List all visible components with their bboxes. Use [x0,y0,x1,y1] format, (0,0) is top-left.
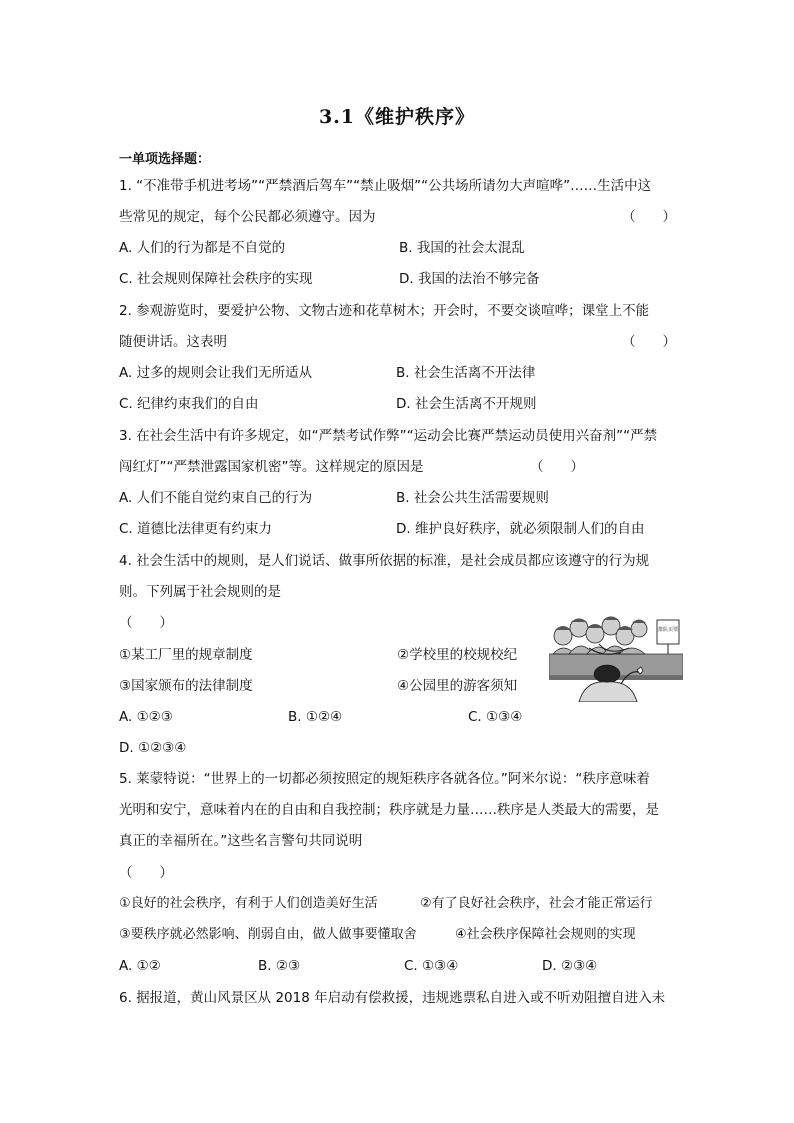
q4-answer-paren: （ ） [119,615,173,631]
q4-item-2: ②学校里的校规校纪 [397,647,518,663]
q5-item-2: ②有了良好社会秩序，社会才能正常运行 [420,896,653,911]
page-title: 3.1《维护秩序》 [318,106,476,128]
q5-stem-line2: 光明和安宁，意味着内在的自由和自我控制；秩序就是力量……秩序是人类最大的需要，是 [119,802,659,818]
q2-answer-paren: （ ） [622,334,676,350]
q4-stem-line2: 则。下列属于社会规则的是 [119,584,281,600]
q5-item-4: ④社会秩序保障社会规则的实现 [455,927,636,942]
q4-item-1: ①某工厂里的规章制度 [119,647,253,663]
q5-answer-paren: （ ） [119,865,173,881]
q4-option-b: B. ①②④ [288,709,343,725]
q4-item-3: ③国家颁布的法律制度 [119,678,253,694]
q1-stem-line2: 些常见的规定，每个公民都必须遵守。因为 [119,209,376,225]
q3-option-b: B. 社会公共生活需要规则 [396,490,549,506]
q2-stem-line2: 随便讲话。这表明 [119,334,227,350]
q6-stem-line1: 6. 据报道，黄山风景区从 2018 年启动有偿救援，违规逃票私自进入或不听劝阻擅自进入未 [119,990,666,1006]
q5-stem-line1: 5. 莱蒙特说：“世界上的一切都必须按照定的规矩秩序各就各位。”阿米尔说：“秩序意味着 [119,771,650,787]
q4-item-4: ④公园里的游客须知 [397,678,518,694]
q1-option-a: A. 人们的行为都是不自觉的 [119,240,286,256]
cartoon-sign-text: 排队买票 [657,627,679,633]
q3-option-a: A. 人们不能自觉约束自己的行为 [119,490,313,506]
q5-item-1: ①良好的社会秩序，有利于人们创造美好生活 [119,896,378,911]
section-heading: 一单项选择题： [119,152,211,167]
q3-option-d: D. 维护良好秩序，就必须限制人们的自由 [396,521,645,537]
q4-option-c: C. ①③④ [468,709,523,725]
q4-stem-line1: 4. 社会生活中的规则，是人们说话、做事所依据的标准，是社会成员都应该遵守的行为规 [119,553,650,569]
q3-stem-line1: 3. 在社会生活中有许多规定，如“严禁考试作弊”“运动会比赛严禁运动员使用兴奋剂”“严禁 [119,428,658,444]
q5-option-b: B. ②③ [258,958,301,974]
q1-option-c: C. 社会规则保障社会秩序的实现 [119,271,313,287]
q5-option-d: D. ②③④ [542,958,598,974]
q4-option-d: D. ①②③④ [119,740,187,756]
q3-stem-line2: 闯红灯”“严禁泄露国家机密”等。这样规定的原因是 [119,459,424,475]
q1-stem-line1: 1. “不准带手机进考场”“严禁酒后驾车”“禁止吸烟”“公共场所请勿大声喧哗”……生活中这 [119,178,652,194]
q1-option-b: B. 我国的社会太混乱 [399,240,525,256]
q5-option-c: C. ①③④ [404,958,459,974]
q2-option-a: A. 过多的规则会让我们无所适从 [119,365,313,381]
queue-cartoon-illustration [549,614,683,702]
q1-answer-paren: （ ） [622,209,676,225]
q2-stem-line1: 2. 参观游览时，要爱护公物、文物古迹和花草树木；开会时，不要交谈喧哗；课堂上不能 [119,303,650,319]
q1-option-d: D. 我国的法治不够完备 [399,271,540,287]
q2-option-c: C. 纪律约束我们的自由 [119,396,259,412]
q5-option-a: A. ①② [119,958,161,974]
q3-answer-paren: （ ） [530,459,584,475]
q5-stem-line3: 真正的幸福所在。”这些名言警句共同说明 [119,833,363,849]
q2-option-d: D. 社会生活离不开规则 [396,396,537,412]
q5-item-3: ③要秩序就必然影响、削弱自由，做人做事要懂取舍 [119,927,417,942]
q3-option-c: C. 道德比法律更有约束力 [119,521,273,537]
q4-option-a: A. ①②③ [119,709,173,725]
q2-option-b: B. 社会生活离不开法律 [396,365,536,381]
